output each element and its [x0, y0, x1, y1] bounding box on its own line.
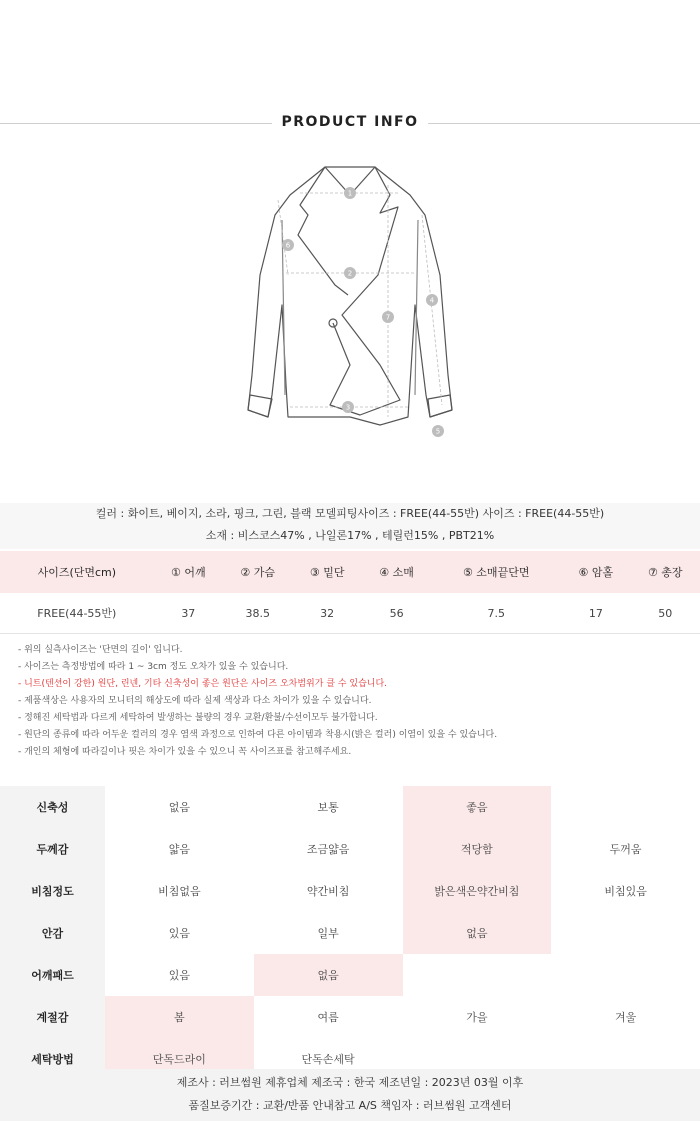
size-cell: 56	[362, 593, 431, 634]
size-table	[0, 551, 700, 634]
jacket-lapel-left	[298, 167, 348, 295]
attribute-label: 신축성	[0, 786, 105, 828]
attribute-label: 계절감	[0, 996, 105, 1038]
size-header-cell: ⑤ 소매끝단면	[431, 551, 561, 593]
attribute-option: 두꺼움	[609, 843, 642, 856]
attribute-row	[0, 996, 700, 1038]
size-table-header	[0, 551, 700, 593]
note-item: - 원단의 종류에 따라 어두운 컬러의 경우 염색 과정으로 인하여 다른 아이템과 착용시(밝은 컬러) 이염이 있을 수 있습니다.	[18, 730, 498, 740]
attribute-option: 없음	[254, 954, 403, 996]
table-row	[0, 593, 700, 634]
attribute-option	[551, 786, 700, 828]
size-header-cell: ④ 소매	[362, 551, 431, 593]
size-cell: 17	[561, 593, 630, 634]
note-item: - 개인의 체형에 따라길이나 핏은 차이가 있을 수 있으니 꼭 사이즈표를 참고해주세요.	[18, 747, 352, 757]
marker-1: 1	[347, 189, 353, 198]
attribute-row	[0, 786, 700, 828]
attribute-option: 밝은색은약간비침	[403, 870, 552, 912]
manufacturer-line: 제조사 : 러브썸원 제휴업체 제조국 : 한국 제조년일 : 2023년 03월 이후	[176, 1076, 524, 1089]
attribute-option: 없음	[168, 801, 190, 814]
marker-7: 7	[385, 313, 391, 322]
attribute-label: 어깨패드	[0, 954, 105, 996]
size-header-cell: ⑦ 총장	[631, 551, 700, 593]
attribute-option: 조금얇음	[306, 843, 350, 856]
attribute-grid	[0, 786, 700, 1080]
manufacturer-info	[0, 1069, 700, 1121]
attribute-option: 적당함	[403, 828, 552, 870]
attribute-option: 약간비침	[306, 885, 350, 898]
attribute-option: 있음	[168, 927, 190, 940]
product-info-band	[0, 503, 700, 549]
note-item: - 사이즈는 측정방법에 따라 1 ~ 3cm 정도 오차가 있을 수 있습니다.	[18, 662, 289, 672]
attribute-label: 두께감	[0, 828, 105, 870]
product-info-header	[0, 112, 700, 136]
attribute-option: 있음	[168, 969, 190, 982]
size-cell: 32	[292, 593, 361, 634]
attribute-row	[0, 870, 700, 912]
attribute-option: 비침있음	[604, 885, 647, 898]
attribute-option: 얇음	[168, 843, 190, 856]
attribute-option: 보통	[317, 801, 339, 814]
attribute-row	[0, 912, 700, 954]
attribute-option: 일부	[317, 927, 339, 940]
attribute-label: 비침정도	[0, 870, 105, 912]
jacket-sketch	[230, 155, 470, 455]
attribute-option: 좋음	[403, 786, 552, 828]
jacket-cuff-right	[428, 395, 452, 417]
attribute-option: 비침없음	[158, 885, 201, 898]
attribute-option: 단독드라이	[105, 1038, 254, 1080]
note-item: - 정해진 세탁법과 다르게 세탁하여 발생하는 불량의 경우 교환/환불/수선이모두 불가합니다.	[18, 713, 378, 723]
warranty-line: 품질보증기간 : 교환/반품 안내참고 A/S 책임자 : 러브썸원 고객센터	[188, 1099, 512, 1112]
jacket-lapel-right	[330, 167, 400, 415]
size-header-cell: 사이즈(단면cm)	[0, 551, 154, 593]
size-cell: FREE(44-55반)	[0, 593, 154, 634]
marker-2: 2	[347, 269, 353, 278]
attribute-option: 가을	[466, 1011, 488, 1024]
jacket-cuff-left	[248, 395, 272, 417]
marker-6: 6	[285, 241, 291, 250]
size-cell: 38.5	[223, 593, 292, 634]
size-header-cell: ⑥ 암홀	[561, 551, 630, 593]
size-header-cell: ③ 밑단	[292, 551, 361, 593]
size-cell: 7.5	[431, 593, 561, 634]
attribute-option: 겨울	[614, 1011, 637, 1024]
attribute-option	[403, 954, 552, 996]
note-item: - 제품색상은 사용자의 모니터의 해상도에 따라 실제 색상과 다소 차이가 있을 수 있습니다.	[18, 696, 372, 706]
marker-3: 3	[345, 403, 351, 412]
size-header-cell: ① 어깨	[154, 551, 223, 593]
attribute-row	[0, 828, 700, 870]
attribute-label: 세탁방법	[0, 1038, 105, 1080]
size-header-cell: ② 가슴	[223, 551, 292, 593]
attribute-option	[551, 954, 700, 996]
attribute-row	[0, 954, 700, 996]
size-cell: 50	[631, 593, 700, 634]
marker-4: 4	[429, 296, 435, 305]
measurement-markers	[282, 187, 444, 437]
attribute-option: 여름	[317, 1011, 339, 1024]
attribute-option	[551, 912, 700, 954]
page-title: PRODUCT INFO	[281, 114, 419, 130]
attribute-option: 없음	[403, 912, 552, 954]
color-size-line: 컬러 : 화이트, 베이지, 소라, 핑크, 그린, 블랙 모델피팅사이즈 : FREE(44-55반) 사이즈 : FREE(44-55반)	[95, 507, 605, 520]
attribute-option: 봄	[105, 996, 254, 1038]
attribute-option: 단독손세탁	[301, 1053, 355, 1066]
size-cell: 37	[154, 593, 223, 634]
note-item-warning: - 니트(텐션이 강한) 원단, 린넨, 기타 신축성이 좋은 원단은 사이즈 오차범위가 클 수 있습니다.	[18, 679, 388, 689]
material-line: 소재 : 비스코스47% , 나일론17% , 테릴런15% , PBT21%	[205, 529, 495, 542]
marker-5: 5	[435, 427, 441, 436]
attribute-label: 안감	[0, 912, 105, 954]
note-item: - 위의 실측사이즈는 '단면의 길이' 입니다.	[18, 645, 183, 655]
size-notes	[18, 642, 688, 761]
